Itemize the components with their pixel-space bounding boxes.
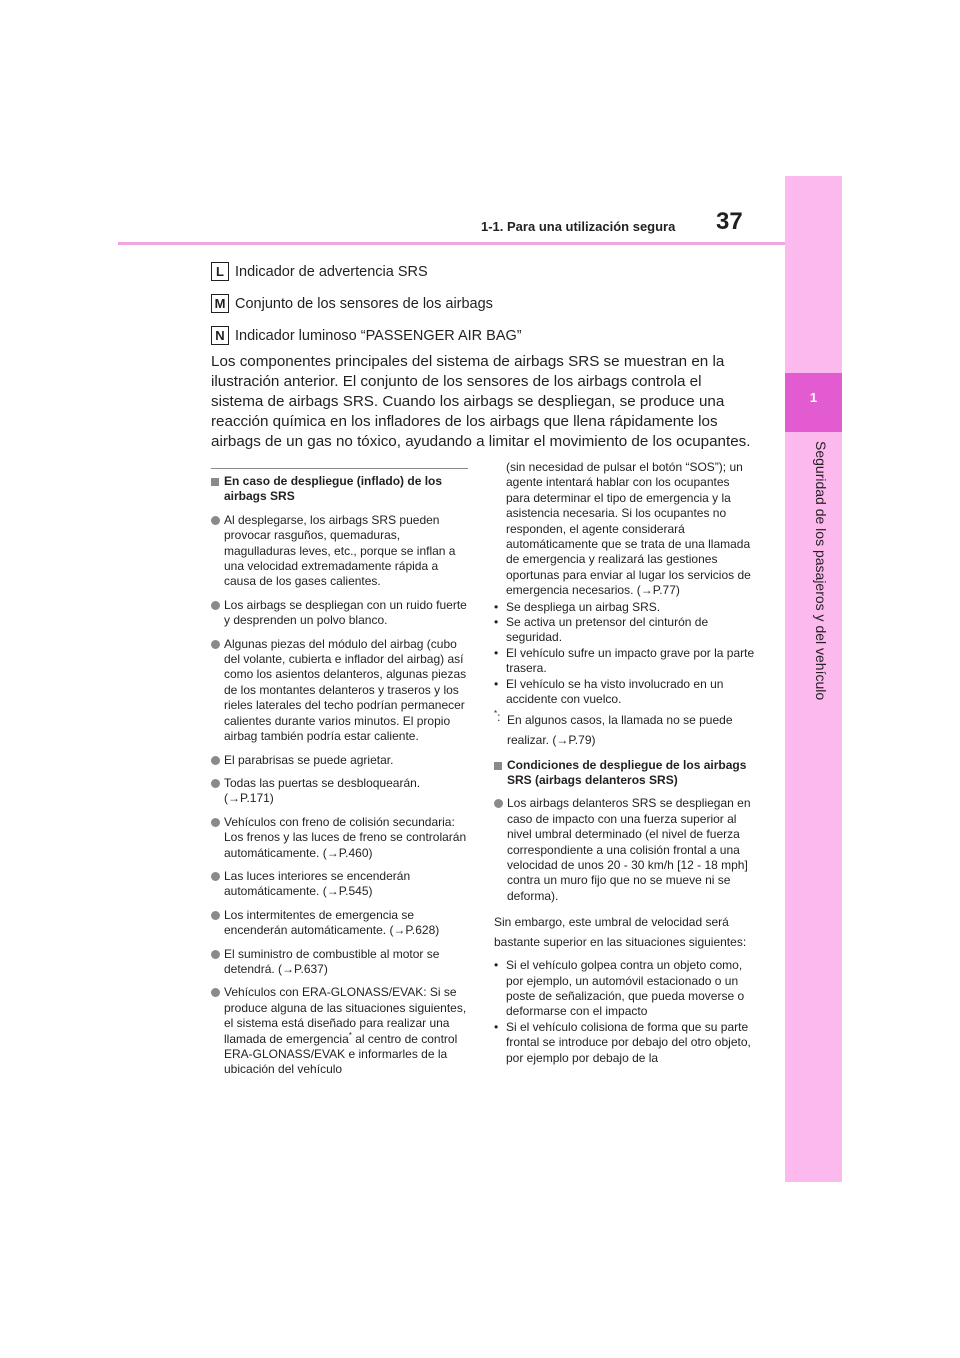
- circle-bullet-icon: [211, 640, 220, 649]
- header-rule: [118, 242, 785, 245]
- footnote-mark: *:: [494, 708, 501, 724]
- list-item: [211, 985, 469, 1077]
- heading-text: Condiciones de despliegue de los airbags SRS (airbags delanteros SRS): [507, 757, 747, 787]
- condition-text: El vehículo sufre un impacto grave por la parte trasera.: [506, 645, 755, 676]
- list-item: [211, 947, 469, 978]
- chapter-number: 1: [809, 390, 818, 405]
- circle-bullet-icon: [211, 779, 220, 788]
- condition-item: [494, 600, 756, 615]
- legend-item-n: [211, 326, 522, 345]
- list-item: [211, 908, 469, 939]
- square-bullet-icon: [494, 762, 502, 770]
- last-bullet-part-b: al centro de control ERA-GLONASS/EVAK e informarles de la ubicación del vehículo: [224, 1031, 458, 1077]
- list-item: [211, 513, 469, 590]
- list-item: [211, 637, 469, 745]
- heading-text: En caso de despliegue (inflado) de los airbags SRS: [224, 474, 443, 504]
- legend-text: Conjunto de los sensores de los airbags: [235, 295, 493, 312]
- legend-text: Indicador luminoso “PASSENGER AIR BAG”: [235, 327, 522, 344]
- plain-paragraph: Sin embargo, este umbral de velocidad será bastante superior en las situaciones siguientes:: [494, 915, 747, 950]
- circle-bullet-icon: [211, 516, 220, 525]
- list-item-text: Las luces interiores se encenderán automáticamente. (→P.545): [224, 868, 411, 899]
- small-bullet-icon: •: [494, 1019, 499, 1034]
- section-heading: [494, 758, 756, 789]
- situation-text: Si el vehículo golpea contra un objeto como, por ejemplo, un automóvil estacionado o un poste de señalización, que pueda moverse o deformarse con el impacto: [506, 958, 745, 1019]
- condition-item: [494, 646, 756, 677]
- chapter-title: Seguridad de los pasajeros y del vehículo: [813, 441, 829, 701]
- circle-bullet-icon: [211, 818, 220, 827]
- right-column: [494, 460, 756, 1066]
- condition-item: [494, 615, 756, 646]
- list-item-text: Los airbags se despliegan con un ruido fuerte y desprenden un polvo blanco.: [224, 597, 467, 628]
- list-item: [211, 815, 469, 861]
- page-number: 37: [716, 208, 743, 235]
- circle-bullet-icon: [211, 911, 220, 920]
- circle-bullet-icon: [494, 799, 503, 808]
- footnote-marker: *: [494, 708, 498, 718]
- footnote: [494, 710, 756, 750]
- list-item: [211, 776, 469, 807]
- condition-text: Se despliega un airbag SRS.: [506, 599, 661, 614]
- letter-box-n: N: [211, 326, 229, 345]
- circle-bullet-icon: [211, 872, 220, 881]
- circle-bullet-icon: [211, 988, 220, 997]
- situation-item: [494, 958, 756, 1020]
- footnote-marker: *: [348, 1030, 352, 1040]
- list-item-text: Todas las puertas se desbloquearán. (→P.171): [224, 775, 421, 806]
- condition-text: El vehículo se ha visto involucrado en un accidente con vuelco.: [506, 676, 724, 707]
- footnote-text: En algunos casos, la llamada no se puede realizar. (→P.79): [507, 712, 733, 747]
- left-column: [211, 474, 469, 1086]
- list-item-text: Algunas piezas del módulo del airbag (cubo del volante, cubierta e inflador del airbag) así como los asientos delanteros, algunas piezas de los montantes delanteros y traseros y los rieles laterales del techo podrían permanecer calientes durante varios minutos. El propio airbag también podría estar caliente.: [224, 636, 467, 744]
- list-item: [211, 869, 469, 900]
- letter-box-m: M: [211, 294, 229, 313]
- section-heading: [211, 474, 469, 505]
- column-rule: [211, 468, 468, 469]
- situation-text: Si el vehículo colisiona de forma que su parte frontal se introduce por debajo del otro objeto, por ejemplo por debajo de la: [506, 1019, 751, 1065]
- list-item: [211, 753, 469, 768]
- list-item-text: [224, 985, 469, 1077]
- circle-bullet-icon: [211, 756, 220, 765]
- small-bullet-icon: •: [494, 676, 499, 691]
- situation-item: [494, 1020, 756, 1066]
- small-bullet-icon: •: [494, 645, 499, 660]
- legend-text: Indicador de advertencia SRS: [235, 263, 428, 280]
- continuation-text: (sin necesidad de pulsar el botón “SOS”); un agente intentará hablar con los ocupantes para determinar el tipo de emergencia y la asistencia necesaria. Si los ocupantes no responden, el agente considerará automáticamente que se trata de una llamada de emergencia y realizará las gestiones oportunas para enviar al lugar los servicios de emergencia necesarios. (→P.77): [506, 460, 751, 598]
- intro-paragraph: Los componentes principales del sistema de airbags SRS se muestran en la ilustración anterior. El conjunto de los sensores de los airbags controla el sistema de airbags SRS. Cuando los airbags se despliegan, se produce una reacción química en los infladores de los airbags que llena rápidamente los airbags de un gas no tóxico, ayudando a limitar el movimiento de los ocupantes.: [211, 353, 751, 450]
- condition-text: Se activa un pretensor del cinturón de seguridad.: [506, 615, 709, 645]
- letter-box-l: L: [211, 262, 229, 281]
- list-item: [211, 598, 469, 629]
- list-item-text: Vehículos con freno de colisión secundaria: Los frenos y las luces de freno se controlarán automáticamente. (→P.460): [224, 814, 467, 860]
- circle-bullet-icon: [211, 950, 220, 959]
- legend-item-l: [211, 262, 428, 281]
- section-title: 1-1. Para una utilización segura: [481, 219, 676, 234]
- circle-bullet-icon: [211, 601, 220, 610]
- list-item-text: El parabrisas se puede agrietar.: [224, 752, 394, 767]
- last-bullet-part-a: Vehículos con ERA-GLONASS/EVAK: Si se produce alguna de las situaciones siguientes, el sistema está diseñado para realizar una llamada de emergencia: [224, 985, 467, 1046]
- list-item-text: Los intermitentes de emergencia se encenderán automáticamente. (→P.628): [224, 907, 440, 938]
- small-bullet-icon: •: [494, 958, 499, 973]
- small-bullet-icon: •: [494, 599, 499, 614]
- legend-item-m: [211, 294, 493, 313]
- list-item-text: Al desplegarse, los airbags SRS pueden provocar rasguños, quemaduras, magulladuras leves, etc., porque se inflan a una velocidad extremadamente rápida a causa de los gases calientes.: [224, 512, 456, 589]
- condition-item: [494, 677, 756, 708]
- list-item-text: El suministro de combustible al motor se detendrá. (→P.637): [224, 946, 440, 976]
- list-item-text: Los airbags delanteros SRS se despliegan en caso de impacto con una fuerza superior al nivel umbral determinado (el nivel de fuerza correspondiente a una colisión frontal a una velocidad de unos 20 - 30 km/h [12 - 18 mph] contra un muro fijo que no se mueve ni se deforma).: [507, 796, 751, 903]
- square-bullet-icon: [211, 478, 219, 486]
- list-item: [494, 796, 756, 904]
- small-bullet-icon: •: [494, 615, 499, 630]
